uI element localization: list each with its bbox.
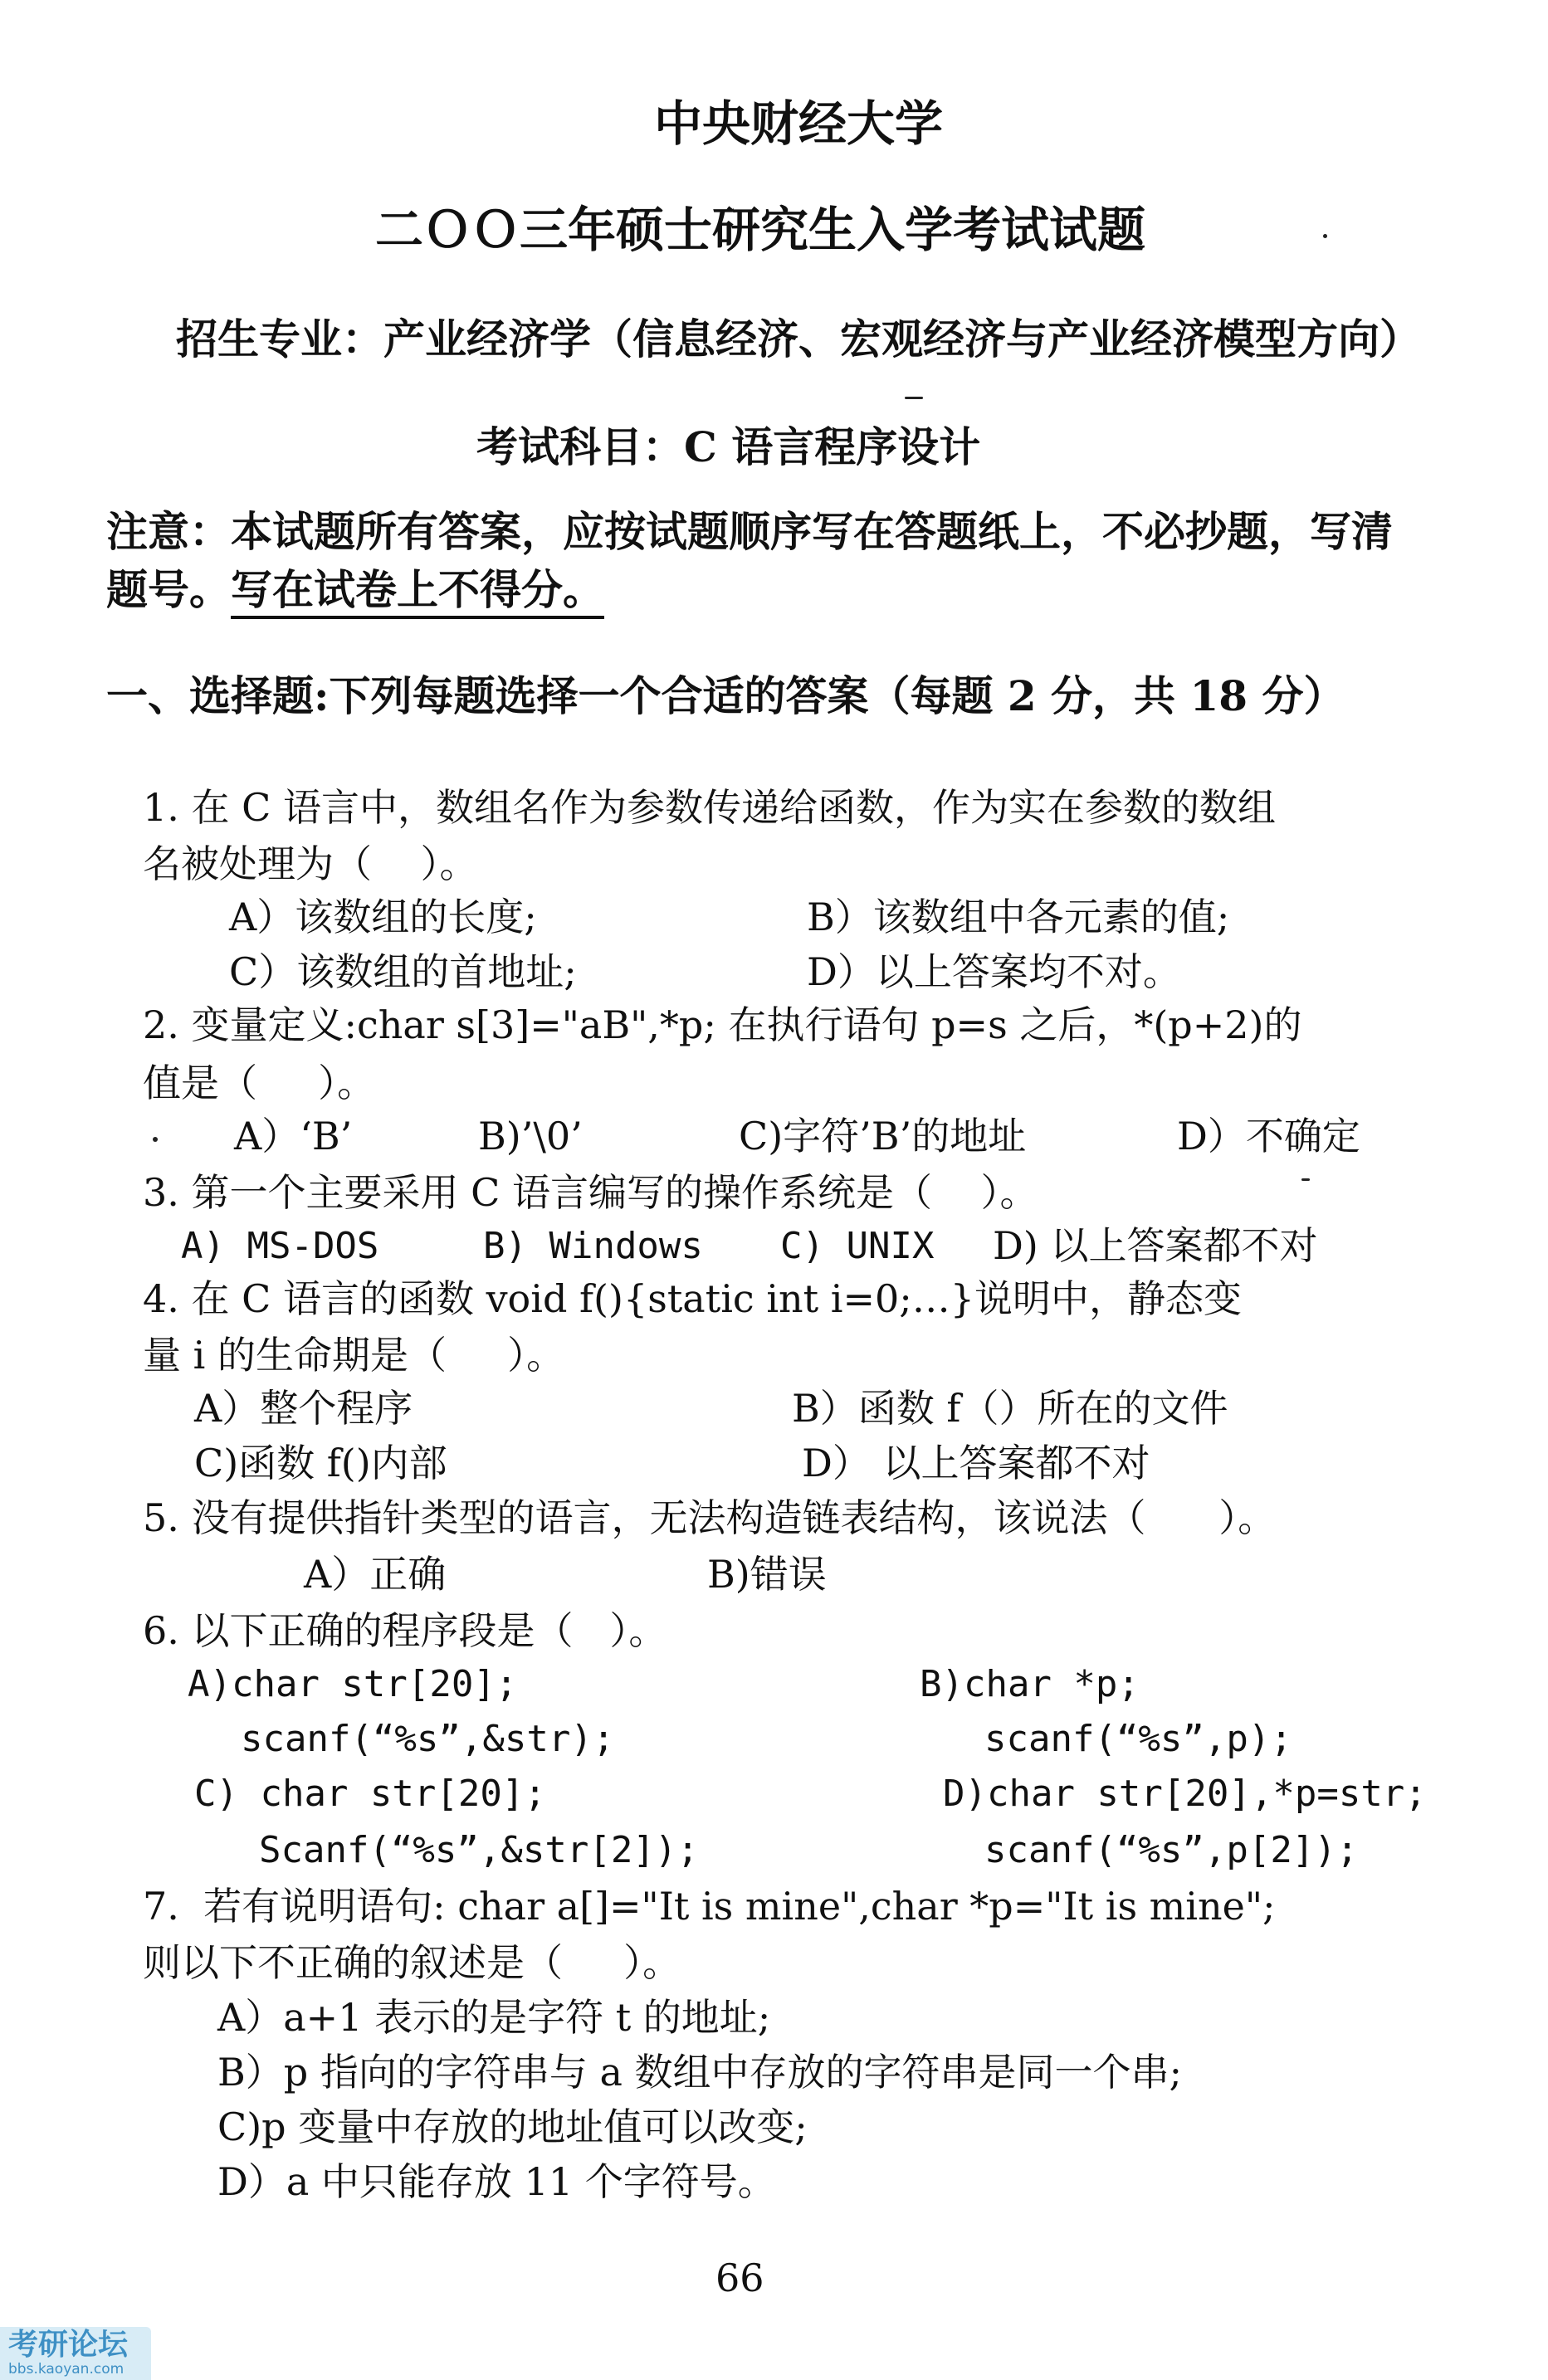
- q7-option-a: A）a+1 表示的是字符 t 的地址;: [217, 1995, 771, 2040]
- q7-option-b: B）p 指向的字符串与 a 数组中存放的字符串是同一个串;: [217, 2050, 1183, 2095]
- q4-option-a: A）整个程序: [194, 1386, 413, 1431]
- q6-option-c-line-1: C) char str[20];: [194, 1773, 546, 1815]
- q4-line-1: 4. 在 C 语言的函数 void f(){static int i=0;…}说明中，静态变: [143, 1276, 1243, 1321]
- q4-option-b: B）函数 f（）所在的文件: [792, 1386, 1228, 1431]
- major-line: 招生专业：产业经济学（信息经济、宏观经济与产业经济模型方向）: [176, 315, 1421, 363]
- q4-option-d: D） 以上答案都不对: [802, 1441, 1150, 1485]
- q3-option-a: A) MS-DOS: [181, 1225, 379, 1267]
- q6-option-d-line-2: scanf(“%s”,p[2]);: [984, 1829, 1359, 1871]
- scan-speck: [1301, 1178, 1310, 1181]
- page-number: 66: [715, 2256, 764, 2300]
- scan-speck: [1323, 234, 1327, 238]
- q6-option-b-line-1: B)char *p;: [920, 1663, 1140, 1705]
- q6-option-b-line-2: scanf(“%s”,p);: [984, 1718, 1292, 1760]
- q1-option-d: D）以上答案均不对。: [807, 949, 1181, 994]
- q3-option-d: D) 以上答案都不对: [993, 1223, 1318, 1268]
- q1-line-1: 1. 在 C 语言中，数组名作为参数传递给函数，作为实在参数的数组: [143, 785, 1276, 830]
- q6-line-1: 6. 以下正确的程序段是（ ）。: [143, 1608, 667, 1653]
- q5-option-a: A）正确: [304, 1552, 447, 1597]
- q3-option-b: B) Windows: [483, 1225, 703, 1267]
- q7-option-c: C)p 变量中存放的地址值可以改变;: [217, 2104, 808, 2149]
- q2-option-b: B)’\0’: [478, 1114, 583, 1158]
- q2-line-1: 2. 变量定义:char s[3]="aB",*p; 在执行语句 p=s 之后，*(p+2)的: [143, 1002, 1302, 1047]
- q2-option-c: C)字符’B’的地址: [739, 1114, 1027, 1158]
- q4-option-c: C)函数 f()内部: [194, 1441, 447, 1485]
- section-heading: 一、选择题:下列每题选择一个合适的答案（每题 2 分，共 18 分）: [106, 671, 1345, 720]
- university-name: 中央财经大学: [654, 95, 944, 152]
- q3-line-1: 3. 第一个主要采用 C 语言编写的操作系统是（ ）。: [143, 1170, 1038, 1215]
- q6-option-c-line-2: Scanf(“%s”,&str[2]);: [259, 1829, 699, 1871]
- q4-line-2: 量 i 的生命期是（ ）。: [143, 1333, 565, 1378]
- q5-option-b: B)错误: [707, 1552, 827, 1597]
- q7-line-2: 则以下不正确的叙述是（ ）。: [143, 1940, 681, 1985]
- q1-line-2: 名被处理为（ ）。: [143, 841, 478, 886]
- notice-prefix: 题号。: [106, 565, 231, 614]
- watermark-url: bbs.kaoyan.com: [8, 2361, 125, 2378]
- exam-title: 二ＯＯ三年硕士研究生入学考试试题: [375, 202, 1146, 258]
- watermark-text: 考研论坛: [8, 2328, 129, 2362]
- notice-line-1: 注意：本试题所有答案，应按试题顺序写在答题纸上，不必抄题，写清: [106, 507, 1393, 556]
- notice-line-2: [106, 565, 604, 614]
- subject-line: 考试科目：C 语言程序设计: [476, 422, 981, 471]
- q1-option-b: B）该数组中各元素的值;: [807, 895, 1230, 939]
- q6-option-a-line-1: A)char str[20];: [188, 1663, 518, 1705]
- notice-underlined: 写在试卷上不得分。: [231, 565, 604, 619]
- q3-option-c: C) UNIX: [780, 1225, 935, 1267]
- q1-option-c: C）该数组的首地址;: [229, 949, 577, 994]
- q5-line-1: 5. 没有提供指针类型的语言，无法构造链表结构，该说法（ ）。: [143, 1495, 1277, 1540]
- q7-line-1: 7. 若有说明语句: char a[]="It is mine",char *p="It is mine";: [143, 1884, 1276, 1929]
- q7-option-d: D）a 中只能存放 11 个字符号。: [217, 2159, 776, 2204]
- q6-option-d-line-1: D)char str[20],*p=str;: [943, 1773, 1427, 1815]
- q2-option-a: A）‘B’: [234, 1114, 353, 1158]
- q2-line-2: 值是（ ）。: [143, 1061, 376, 1105]
- q1-option-a: A）该数组的长度;: [229, 895, 537, 939]
- scan-speck: [153, 1137, 158, 1142]
- q2-option-d: D）不确定: [1177, 1114, 1360, 1158]
- watermark-badge: [0, 2327, 151, 2380]
- scan-speck: [905, 397, 923, 399]
- q6-option-a-line-2: scanf(“%s”,&str);: [241, 1718, 615, 1760]
